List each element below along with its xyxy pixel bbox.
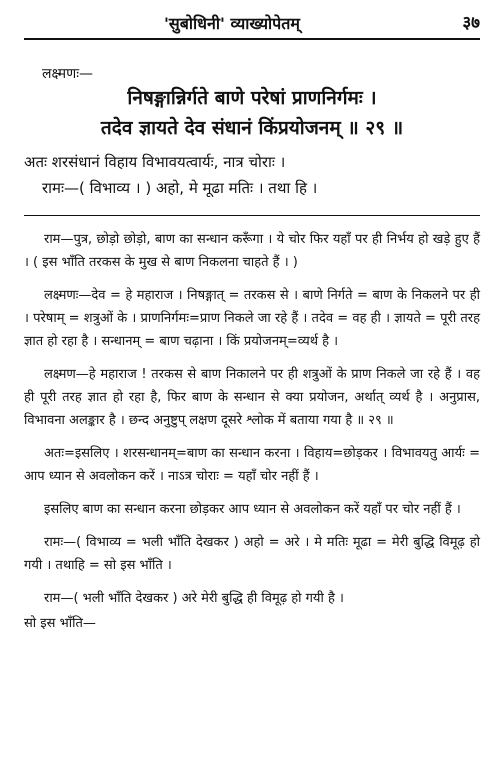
page-number: ३७ xyxy=(462,13,480,33)
prose-line-1: अतः शरसंधानं विहाय विभावयत्वार्यः, नात्र चोराः । xyxy=(24,153,286,171)
commentary-paragraph-7: राम—( भली भाँति देखकर ) अरे मेरी बुद्धि ही विमूढ़ हो गयी है । xyxy=(44,591,344,606)
commentary-paragraph-4: अतः=इसलिए । शरसन्धानम्=बाण का सन्धान करना । विहाय=छोड़कर । विभावयतु आर्यः = आप ध्यान से अवलोकन करें । नाऽत्र चोराः = यहाँ चोर नहीं हैं । xyxy=(24,446,480,484)
running-title: 'सुबोधिनी' व्याख्योपेतम् xyxy=(164,14,300,33)
verse-line-2: तदेव ज्ञायते देव संधानं किंप्रयोजनम् ॥ २९ ॥ xyxy=(100,117,404,139)
section-divider xyxy=(24,215,480,216)
commentary-paragraph-5: इसलिए बाण का सन्धान करना छोड़कर आप ध्यान से अवलोकन करें यहाँ पर चोर नहीं हैं । xyxy=(44,502,461,517)
commentary-paragraph-3: लक्ष्मण—हे महाराज ! तरकस से बाण निकालने पर ही शत्रुओं के प्राण निकले जा रहे हैं । वह ही पूरी तरह ज्ञात हो रहा है, फिर बाण के सन्धान से क्या प्रयोजन, अर्थात् व्यर्थ है । अनुप्रास, विभावना अलङ्कार है । छन्द अनुष्टुप् लक्षण दूसरे श्लोक में बताया गया है ॥ २९ ॥ xyxy=(24,367,480,428)
header-rule xyxy=(24,38,480,40)
commentary-last-line: सो इस भाँति— xyxy=(24,616,96,631)
verse-line-1: निषङ्गान्निर्गते बाणे परेषां प्राणनिर्गमः । xyxy=(127,87,377,109)
page-header xyxy=(24,0,480,40)
prose-line-2: रामः—( विभाव्य । ) अहो, मे मूढा मतिः । तथा हि । xyxy=(42,179,318,197)
commentary-paragraph-2: लक्ष्मणः—देव = हे महाराज । निषङ्गात् = तरकस से । बाणे निर्गते = बाण के निकलने पर ही । परेषाम् = शत्रुओं के । प्राणनिर्गमः=प्राण निकले जा रहे हैं । तदेव = वह ही । ज्ञायते = पूरी तरह ज्ञात हो रहा है । सन्धानम् = बाण चढ़ाना । किं प्रयोजनम्=व्यर्थ है । xyxy=(24,288,480,349)
commentary-paragraph-6: रामः—( विभाव्य = भली भाँति देखकर ) अहो = अरे । मे मतिः मूढा = मेरी बुद्धि विमूढ़ हो गयी । तथाहि = सो इस भाँति । xyxy=(24,535,480,573)
commentary xyxy=(24,228,480,635)
commentary-paragraph-1: राम—पुत्र, छोड़ो छोड़ो, बाण का सन्धान करूँगा । ये चोर फिर यहाँ पर ही निर्भय हो खड़े हुए हैं । ( इस भाँति तरकस के मुख से बाण निकलना चाहते हैं । ) xyxy=(24,232,480,270)
verse-speaker-label: लक्ष्मणः— xyxy=(42,66,94,82)
